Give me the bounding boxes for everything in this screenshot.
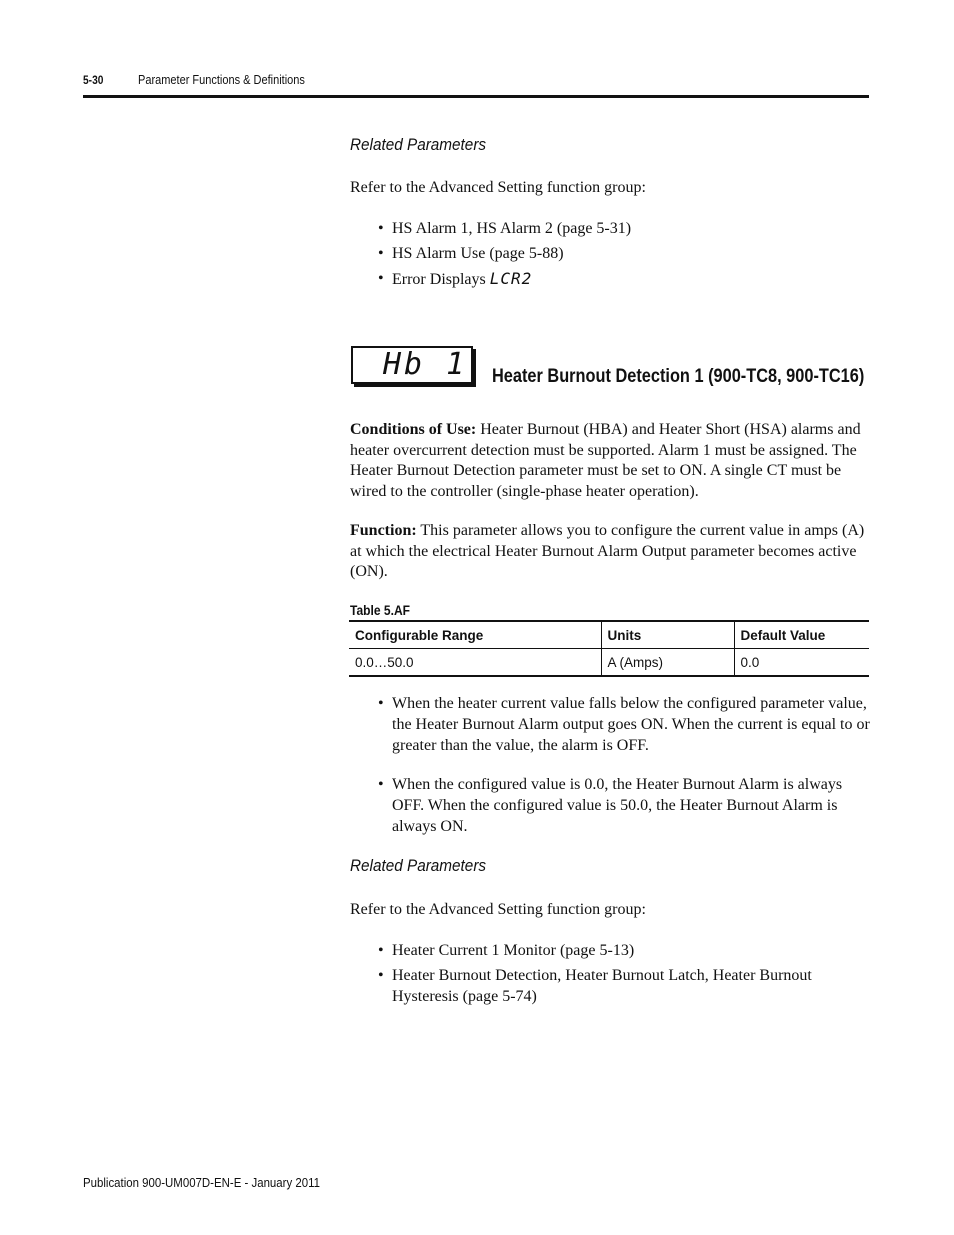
list-item: • Heater Burnout Detection, Heater Burnout Latch, Heater Burnout Hysteresis (page 5-74) [378,967,812,1005]
related-parameters-heading-2: Related Parameters [350,856,487,875]
header-section-title: Parameter Functions & Definitions [138,73,305,87]
table-row [349,649,869,677]
page-number: 5-30 [83,73,104,87]
function-label: Function: [350,522,417,539]
list-item: • Error Displays LCR2 [378,269,533,288]
list-item: • When the configured value is 0.0, the Heater Burnout Alarm is always OFF. When the configured value is 50.0, the Heater Burnout Alarm is always ON. [378,776,843,835]
footer-publication: Publication 900-UM007D-EN-E - January 2011 [83,1175,320,1190]
conditions-text: Heater Burnout (HBA) and Heater Short (HSA) alarms and heater overcurrent detection must be supported. Alarm 1 must be assigned. The Heater Burnout Detection parameter must be set to ON. A single CT must be wired to the controller (single-phase heater operation). [350,421,861,500]
parameter-display-box [351,346,473,384]
column-header: Configurable Range [355,627,484,643]
list-item: • When the heater current value falls below the configured parameter value, the Heater Burnout Alarm output goes ON. When the current is equal to or greater than the value, the alarm is OFF. [378,695,870,754]
column-header: Default Value [734,621,869,649]
bullet-icon: • [378,967,384,984]
bullet-icon: • [378,270,384,287]
list-item: • HS Alarm Use (page 5-88) [378,245,564,262]
list-item: • Heater Current 1 Monitor (page 5-13) [378,942,635,959]
table-cell: 0.0…50.0 [355,654,414,670]
related-intro-2: Refer to the Advanced Setting function group: [350,901,646,918]
table-header-row [349,621,869,649]
parameter-table [349,620,869,677]
table-cell: A (Amps) [601,649,734,677]
bullet-icon: • [378,220,384,237]
bullet-icon: • [378,245,384,262]
table-caption: Table 5.AF [350,602,410,618]
header-rule [83,95,869,98]
error-display-code: LCR2 [489,269,533,288]
parameter-display-code: Hb 1 [383,347,468,382]
bullet-icon: • [378,942,384,959]
column-header: Units [601,621,734,649]
table-cell: 0.0 [734,649,869,677]
conditions-paragraph [350,420,865,502]
function-text: This parameter allows you to configure the current value in amps (A) at which the electrical Heater Burnout Alarm Output parameter becomes active (ON). [350,522,865,580]
bullet-icon: • [378,695,384,712]
function-paragraph [350,521,865,583]
related-intro-1: Refer to the Advanced Setting function group: [350,179,646,196]
conditions-label: Conditions of Use: [350,421,477,438]
bullet-icon: • [378,776,384,793]
related-parameters-heading-1: Related Parameters [350,135,487,154]
list-item: • HS Alarm 1, HS Alarm 2 (page 5-31) [378,220,632,237]
section-title: Heater Burnout Detection 1 (900-TC8, 900-TC16) [492,366,865,387]
